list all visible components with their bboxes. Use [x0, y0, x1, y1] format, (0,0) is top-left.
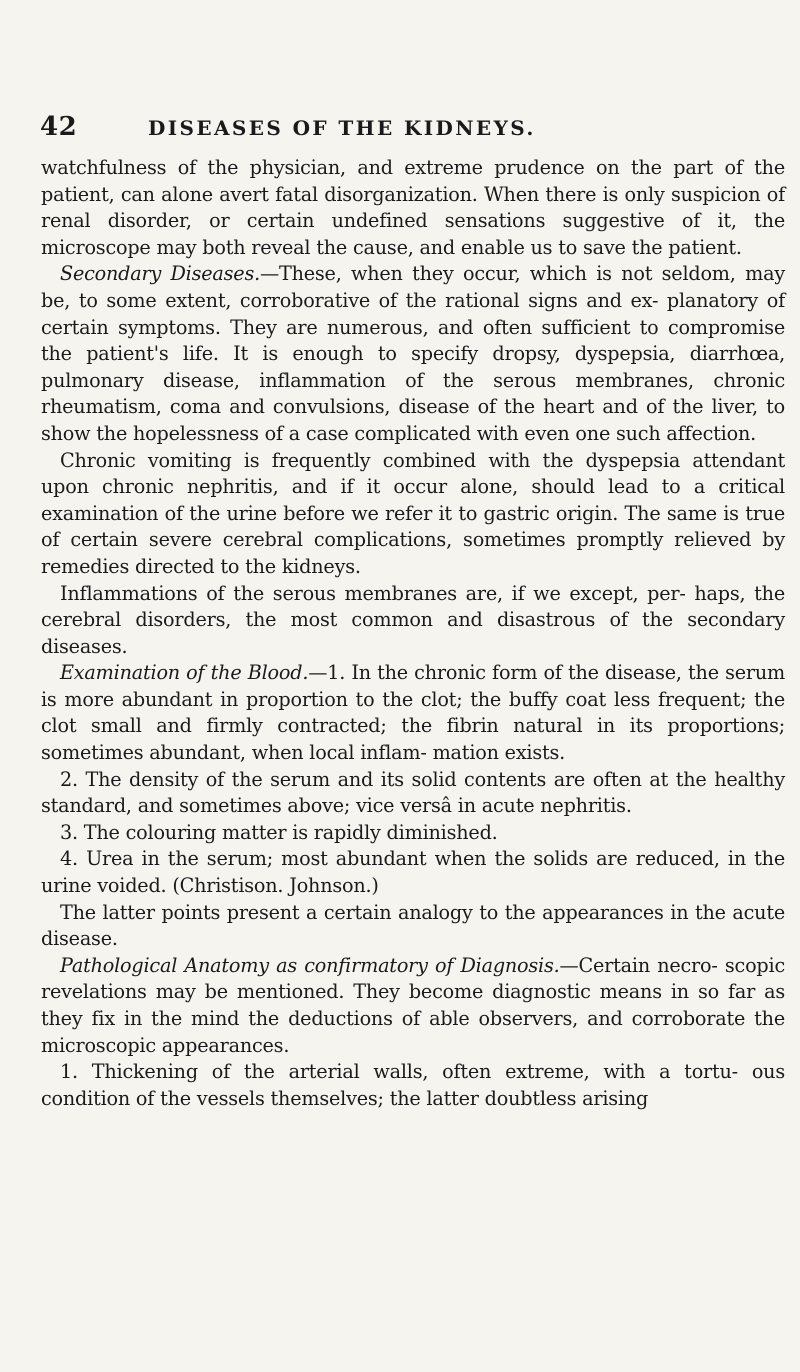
paragraph	[41, 846, 785, 899]
paragraph-text: The latter points present a certain analogy to the appearances in the acute disease.	[41, 900, 785, 951]
page-number: 42	[40, 112, 78, 142]
paragraph	[41, 820, 785, 847]
page-header	[40, 112, 785, 142]
paragraph	[41, 261, 785, 447]
paragraph	[41, 900, 785, 953]
paragraph-text: —Certain necro- scopic revelations may be mentioned. They become diagnostic means in so far as they fix in the mind the deductions of able observers, and corroborate the microscopic appearances.	[41, 953, 785, 1057]
paragraph	[41, 155, 785, 261]
running-title: DISEASES OF THE KIDNEYS.	[148, 116, 536, 140]
paragraph	[41, 767, 785, 820]
paragraph-text: watchfulness of the physician, and extreme prudence on the part of the patient, can alone avert fatal disorganization. When there is only suspicion of renal disorder, or certain undefined sensations suggestive of it, the microscope may both reveal the cause, and enable us to save the patient.	[41, 156, 785, 259]
paragraph-text: 3. The colouring matter is rapidly diminished.	[60, 820, 498, 844]
paragraph	[41, 448, 785, 581]
paragraph-text: 1. Thickening of the arterial walls, often extreme, with a tortu- ous condition of the vessels themselves; the latter doubtless arising	[41, 1060, 785, 1110]
paragraph-text: 4. Urea in the serum; most abundant when the solids are reduced, in the urine voided. (Christison. Johnson.)	[41, 847, 785, 898]
paragraph-heading: Pathological Anatomy as confirmatory of Diagnosis.	[60, 953, 560, 977]
paragraph-text: Chronic vomiting is frequently combined with the dyspepsia attendant upon chronic nephritis, and if it occur alone, should lead to a critical examination of the urine before we refer it to gastric origin. The same is true of certain severe cerebral complications, sometimes promptly relieved by remedies directed to the kidneys.	[41, 448, 785, 578]
paragraph-text: —1. In the chronic form of the disease, the serum is more abundant in proportion to the clot; the buffy coat less frequent; the clot small and firmly contracted; the fibrin natural in its proportions; sometimes abundant, when local inflam- mation exists.	[41, 661, 785, 765]
body-text	[41, 155, 785, 1112]
paragraph	[41, 660, 785, 766]
paragraph-text: —These, when they occur, which is not seldom, may be, to some extent, corroborative of the rational signs and ex- planatory of certain symptoms. They are numerous, and often sufficient to compromise the patient's life. It is enough to specify dropsy, dyspepsia, diarrhœa, pulmonary disease, inflammation of the serous membranes, chronic rheumatism, coma and convulsions, disease of the heart and of the liver, to show the hopelessness of a case complicated with even one such affection.	[41, 262, 785, 445]
paragraph	[41, 1059, 785, 1112]
paragraph-text: 2. The density of the serum and its solid contents are often at the healthy standard, and sometimes above; vice versâ in acute nephritis.	[41, 767, 785, 818]
paragraph	[41, 953, 785, 1059]
paragraph-text: Inflammations of the serous membranes are, if we except, per- haps, the cerebral disorders, the most common and disastrous of the secondary diseases.	[41, 581, 785, 658]
paragraph	[41, 581, 785, 661]
paragraph-heading: Examination of the Blood.	[60, 661, 309, 685]
paragraph-heading: Secondary Diseases.	[60, 262, 261, 286]
